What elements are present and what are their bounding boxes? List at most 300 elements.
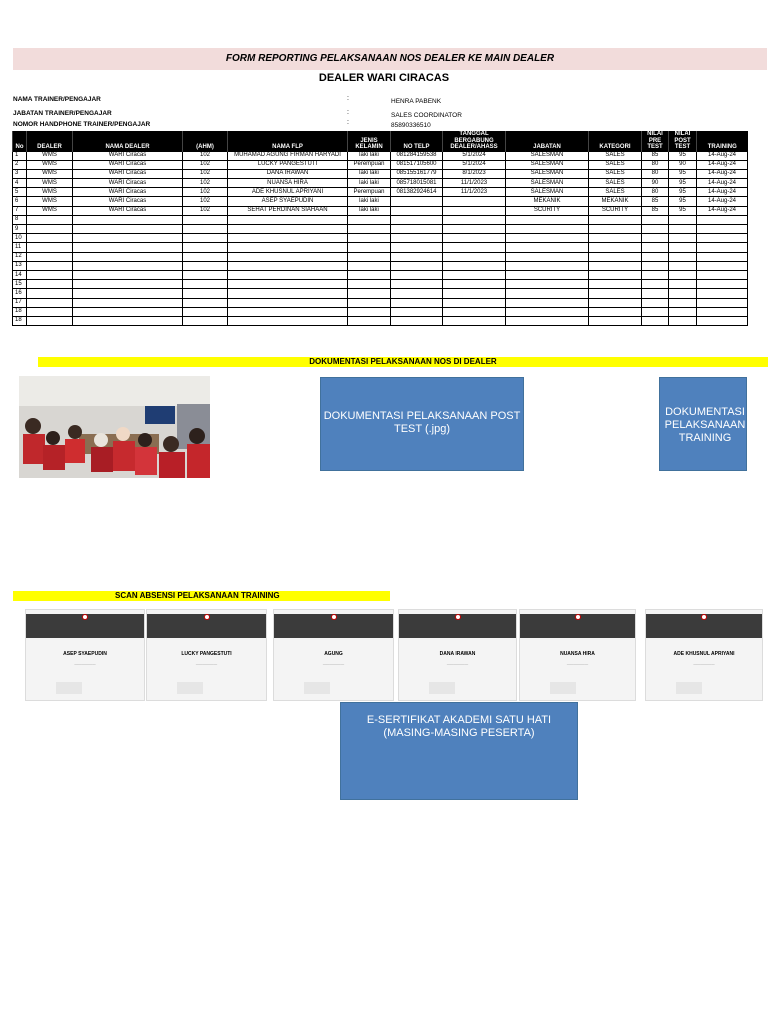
table-cell: 14-Aug-24 [697,160,748,169]
table-body [13,151,748,326]
table-cell: laki laki [348,169,391,178]
table-cell [589,261,642,270]
table-cell [228,307,348,316]
table-cell [443,298,506,307]
table-cell [391,289,443,298]
column-header: KATEGORI [589,131,642,151]
table-cell [73,225,183,234]
table-cell: WARI Ciracas [73,151,183,160]
table-cell: SALES [589,169,642,178]
certificate-recipient-name: ASEP SYAEPUDIN [63,651,107,657]
table-cell [443,234,506,243]
column-header: NILAI PRE TEST [642,131,669,151]
table-cell [27,298,73,307]
table-cell: Perempuan [348,160,391,169]
table-cell [642,215,669,224]
training-documentation-text: DOKUMENTASI PELAKSANAAN TRAINING [664,406,746,444]
certificate-logo-icon [331,614,337,620]
table-cell: SALESMAN [506,188,589,197]
table-cell [669,252,697,261]
table-cell [348,298,391,307]
table-row [13,261,748,270]
table-cell: SALESMAN [506,151,589,160]
table-cell [183,252,228,261]
certificate-thumbnail [645,609,763,701]
table-cell [391,270,443,279]
certificate-recipient-name: NUANSA HIRA [560,651,595,657]
table-cell [348,270,391,279]
table-cell: SALESMAN [506,160,589,169]
table-cell: 102 [183,160,228,169]
table-cell [589,243,642,252]
table-cell: 11/1/2023 [443,188,506,197]
table-cell [697,234,748,243]
table-cell [183,307,228,316]
table-cell: 90 [642,179,669,188]
table-cell [669,243,697,252]
table-cell: SALES [589,179,642,188]
table-row [13,289,748,298]
table-cell: SALES [589,160,642,169]
table-cell [27,316,73,325]
certificate-header [520,614,635,638]
table-cell [589,289,642,298]
table-cell: 11 [13,243,27,252]
table-cell: 80 [642,160,669,169]
table-row [13,243,748,252]
certificate-thumbnail [25,609,145,701]
table-cell [443,225,506,234]
table-cell [348,307,391,316]
table-cell: LUCKY PANGESTUTI [228,160,348,169]
table-cell [228,270,348,279]
table-cell [348,280,391,289]
table-cell [183,234,228,243]
table-row [13,316,748,325]
table-cell [27,252,73,261]
table-cell: MEKANIK [589,197,642,206]
table-cell [391,261,443,270]
certificate-recipient-name: DANA IRAWAN [439,651,476,657]
table-cell [589,316,642,325]
certificate-thumbnail [398,609,517,701]
table-cell [183,316,228,325]
column-header: (AHM) [183,131,228,151]
table-cell: 95 [669,188,697,197]
table-cell [183,289,228,298]
table-cell [73,270,183,279]
table-cell [642,270,669,279]
certificate-thumbnail [146,609,267,701]
table-row [13,197,748,206]
documentation-heading: DOKUMENTASI PELAKSANAAN NOS DI DEALER [38,357,768,367]
table-cell [669,234,697,243]
post-test-documentation-box: DOKUMENTASI PELAKSANAAN POST TEST (.jpg) [320,377,524,471]
table-cell [27,289,73,298]
table-cell: 9 [13,225,27,234]
table-cell: 14 [13,270,27,279]
column-header: TRAINING [697,131,748,151]
table-cell [391,307,443,316]
table-cell [642,298,669,307]
table-cell [183,280,228,289]
table-cell: WARI Ciracas [73,160,183,169]
table-cell [27,307,73,316]
table-row [13,225,748,234]
table-cell: 081517105600 [391,160,443,169]
certificate-header [646,614,762,638]
certificate-logo-icon [575,614,581,620]
table-cell [506,280,589,289]
table-cell: 80 [642,169,669,178]
table-cell: 102 [183,206,228,215]
table-cell: 085718015081 [391,179,443,188]
table-cell: WARI Ciracas [73,169,183,178]
table-cell [506,316,589,325]
table-cell [391,197,443,206]
table-cell: 17 [13,298,27,307]
table-cell [73,234,183,243]
table-cell: 14-Aug-24 [697,169,748,178]
table-cell: 95 [669,206,697,215]
table-cell: SALESMAN [506,169,589,178]
table-row [13,151,748,160]
table-cell [183,261,228,270]
table-cell [348,234,391,243]
table-cell [391,280,443,289]
table-cell [697,261,748,270]
column-header: JABATAN [506,131,589,151]
table-cell [669,298,697,307]
table-row [13,270,748,279]
table-cell [228,298,348,307]
table-cell [642,225,669,234]
table-cell [642,307,669,316]
table-cell [506,234,589,243]
table-cell: SALESMAN [506,179,589,188]
table-cell: 95 [669,197,697,206]
table-cell [391,298,443,307]
table-cell: SCURITY [589,206,642,215]
table-cell [27,234,73,243]
column-header: DEALER [27,131,73,151]
trainer-position-label: JABATAN TRAINER/PENGAJAR [13,110,112,117]
table-cell [228,234,348,243]
certificate-header [147,614,266,638]
certificate-fine-print: ──────────── [446,663,469,666]
training-documentation-box [659,377,747,471]
table-row [13,307,748,316]
table-cell [391,234,443,243]
table-cell: 8 [13,215,27,224]
table-cell [589,215,642,224]
table-cell: WARI Ciracas [73,179,183,188]
participant-table [12,131,748,326]
table-cell: 3 [13,169,27,178]
table-cell: ADE KHUSNUL APRIYANI [228,188,348,197]
table-cell [73,243,183,252]
table-cell [348,316,391,325]
certificate-logo-icon [455,614,461,620]
certificate-stamp [550,682,576,694]
table-cell [391,206,443,215]
table-cell [697,215,748,224]
table-cell [697,225,748,234]
table-cell [697,298,748,307]
table-cell [589,298,642,307]
table-cell: 15 [13,280,27,289]
column-header: NILAI POST TEST [669,131,697,151]
table-cell [506,298,589,307]
table-cell: laki laki [348,179,391,188]
table-cell [183,225,228,234]
table-cell: SALES [589,151,642,160]
table-cell [73,252,183,261]
table-cell: 1 [13,151,27,160]
table-row [13,206,748,215]
table-cell [348,261,391,270]
table-cell: 5/1/2024 [443,160,506,169]
table-cell [506,252,589,261]
table-cell: 102 [183,197,228,206]
table-cell: laki laki [348,206,391,215]
table-cell: 4 [13,179,27,188]
certificate-recipient-name: LUCKY PANGESTUTI [181,651,232,657]
table-cell [73,289,183,298]
table-cell [228,252,348,261]
table-cell: SEHAT PERDINAN SIAHAAN [228,206,348,215]
table-cell: 14-Aug-24 [697,197,748,206]
table-cell: 14-Aug-24 [697,206,748,215]
table-cell: WARI Ciracas [73,197,183,206]
table-cell: 12 [13,252,27,261]
table-cell [27,280,73,289]
table-cell [443,215,506,224]
table-cell [391,225,443,234]
table-cell [642,280,669,289]
table-cell [183,215,228,224]
table-row [13,280,748,289]
table-cell: WMS [27,179,73,188]
certificate-logo-icon [204,614,210,620]
table-cell [642,289,669,298]
table-cell: 85 [642,197,669,206]
certificate-stamp [56,682,82,694]
certificate-recipient-name: AGUNG [324,651,343,657]
training-photo [19,376,210,478]
table-cell [642,243,669,252]
table-cell [73,215,183,224]
table-cell [73,298,183,307]
table-cell [669,307,697,316]
table-cell [589,307,642,316]
table-cell: NUANSA HIRA [228,179,348,188]
table-cell [642,252,669,261]
table-row [13,188,748,197]
table-cell [642,234,669,243]
table-cell [697,316,748,325]
table-cell: 90 [669,160,697,169]
table-cell [669,215,697,224]
trainer-name-label: NAMA TRAINER/PENGAJAR [13,96,101,103]
trainer-name-colon: : [347,95,349,102]
table-cell: 95 [669,169,697,178]
table-cell: SCURITY [506,206,589,215]
column-header: JENIS KELAMIN [348,131,391,151]
table-cell [669,261,697,270]
table-cell [228,225,348,234]
table-cell [697,243,748,252]
table-cell [73,307,183,316]
table-cell: 16 [13,289,27,298]
table-cell: 8/1/2023 [443,169,506,178]
table-cell [228,243,348,252]
table-cell [589,280,642,289]
table-cell [183,243,228,252]
table-cell: laki laki [348,151,391,160]
trainer-phone-value: 85890336510 [391,122,431,129]
table-cell: 085155161779 [391,169,443,178]
attendance-heading: SCAN ABSENSI PELAKSANAAN TRAINING [13,591,390,601]
table-cell [642,261,669,270]
table-cell [506,243,589,252]
table-cell [348,225,391,234]
certificate-header [399,614,516,638]
trainer-phone-label: NOMOR HANDPHONE TRAINER/PENGAJAR [13,121,151,128]
table-row [13,298,748,307]
certificate-stamp [429,682,455,694]
table-cell [27,215,73,224]
table-cell [589,270,642,279]
certificate-fine-print: ──────────── [195,663,218,666]
table-cell: WMS [27,169,73,178]
table-cell: 14-Aug-24 [697,151,748,160]
trainer-name-value: HENRA PABENK [391,98,442,105]
certificate-thumbnail [273,609,394,701]
table-cell [443,206,506,215]
table-cell: 102 [183,169,228,178]
dealer-title: DEALER WARI CIRACAS [318,72,450,84]
table-cell: DANA IRAWAN [228,169,348,178]
table-cell: WMS [27,197,73,206]
trainer-phone-colon: : [347,119,349,126]
table-cell: 10 [13,234,27,243]
table-cell [642,316,669,325]
table-cell [443,252,506,261]
table-cell [506,307,589,316]
table-cell: 102 [183,151,228,160]
table-row [13,215,748,224]
table-cell: MEKANIK [506,197,589,206]
table-cell [228,280,348,289]
table-cell: 081382924614 [391,188,443,197]
table-cell [697,252,748,261]
table-cell: 5/1/2024 [443,151,506,160]
table-cell: 13 [13,261,27,270]
trainer-position-colon: : [347,109,349,116]
table-cell: 5 [13,188,27,197]
certificate-logo-icon [82,614,88,620]
table-cell [443,307,506,316]
table-header-row [13,131,748,151]
certificate-thumbnail [519,609,636,701]
table-cell [506,215,589,224]
table-cell [443,270,506,279]
table-row [13,252,748,261]
table-cell: Perempuan [348,188,391,197]
table-cell [228,289,348,298]
table-cell: 6 [13,197,27,206]
table-cell: 081284159538 [391,151,443,160]
table-cell: 85 [642,206,669,215]
table-cell: 18 [13,316,27,325]
table-cell: MUHAMAD AGUNG FIRMAN HARYADI [228,151,348,160]
table-cell [443,243,506,252]
form-title: FORM REPORTING PELAKSANAAN NOS DEALER KE MAIN DEALER [13,48,767,70]
e-certificate-box: E-SERTIFIKAT AKADEMI SATU HATI (MASING-MASING PESERTA) [340,702,578,800]
table-cell: 14-Aug-24 [697,188,748,197]
certificate-stamp [676,682,702,694]
table-cell [391,215,443,224]
table-cell [391,316,443,325]
table-cell [669,316,697,325]
table-cell [443,289,506,298]
table-row [13,179,748,188]
table-cell: 102 [183,188,228,197]
table-cell: SALES [589,188,642,197]
table-cell: WARI Ciracas [73,206,183,215]
table-cell: 11/1/2023 [443,179,506,188]
table-cell: 102 [183,179,228,188]
column-header: TANGGAL BERGABUNG DEALER/AHASS [443,131,506,151]
table-cell [669,225,697,234]
table-cell: 18 [13,307,27,316]
table-cell [27,261,73,270]
column-header: NAMA FLP [228,131,348,151]
table-cell [443,197,506,206]
table-cell [697,307,748,316]
table-cell [697,280,748,289]
column-header: NO TELP [391,131,443,151]
certificate-logo-icon [701,614,707,620]
certificate-fine-print: ──────────── [74,663,96,666]
table-cell [391,243,443,252]
table-cell [348,289,391,298]
table-cell [589,234,642,243]
certificate-header [26,614,144,638]
certificate-recipient-name: ADE KHUSNUL APRIYANI [673,651,735,657]
table-cell [228,316,348,325]
table-cell: 14-Aug-24 [697,179,748,188]
table-cell [669,289,697,298]
table-cell: 95 [669,151,697,160]
column-header: NAMA DEALER [73,131,183,151]
certificate-header [274,614,393,638]
table-cell [669,270,697,279]
table-cell [228,215,348,224]
table-cell: WMS [27,160,73,169]
table-cell: WMS [27,151,73,160]
table-cell [391,252,443,261]
table-cell [348,243,391,252]
table-cell [669,280,697,289]
table-cell [27,270,73,279]
table-cell [443,316,506,325]
table-cell: 85 [642,151,669,160]
table-cell: 7 [13,206,27,215]
table-cell [443,261,506,270]
certificate-stamp [177,682,203,694]
